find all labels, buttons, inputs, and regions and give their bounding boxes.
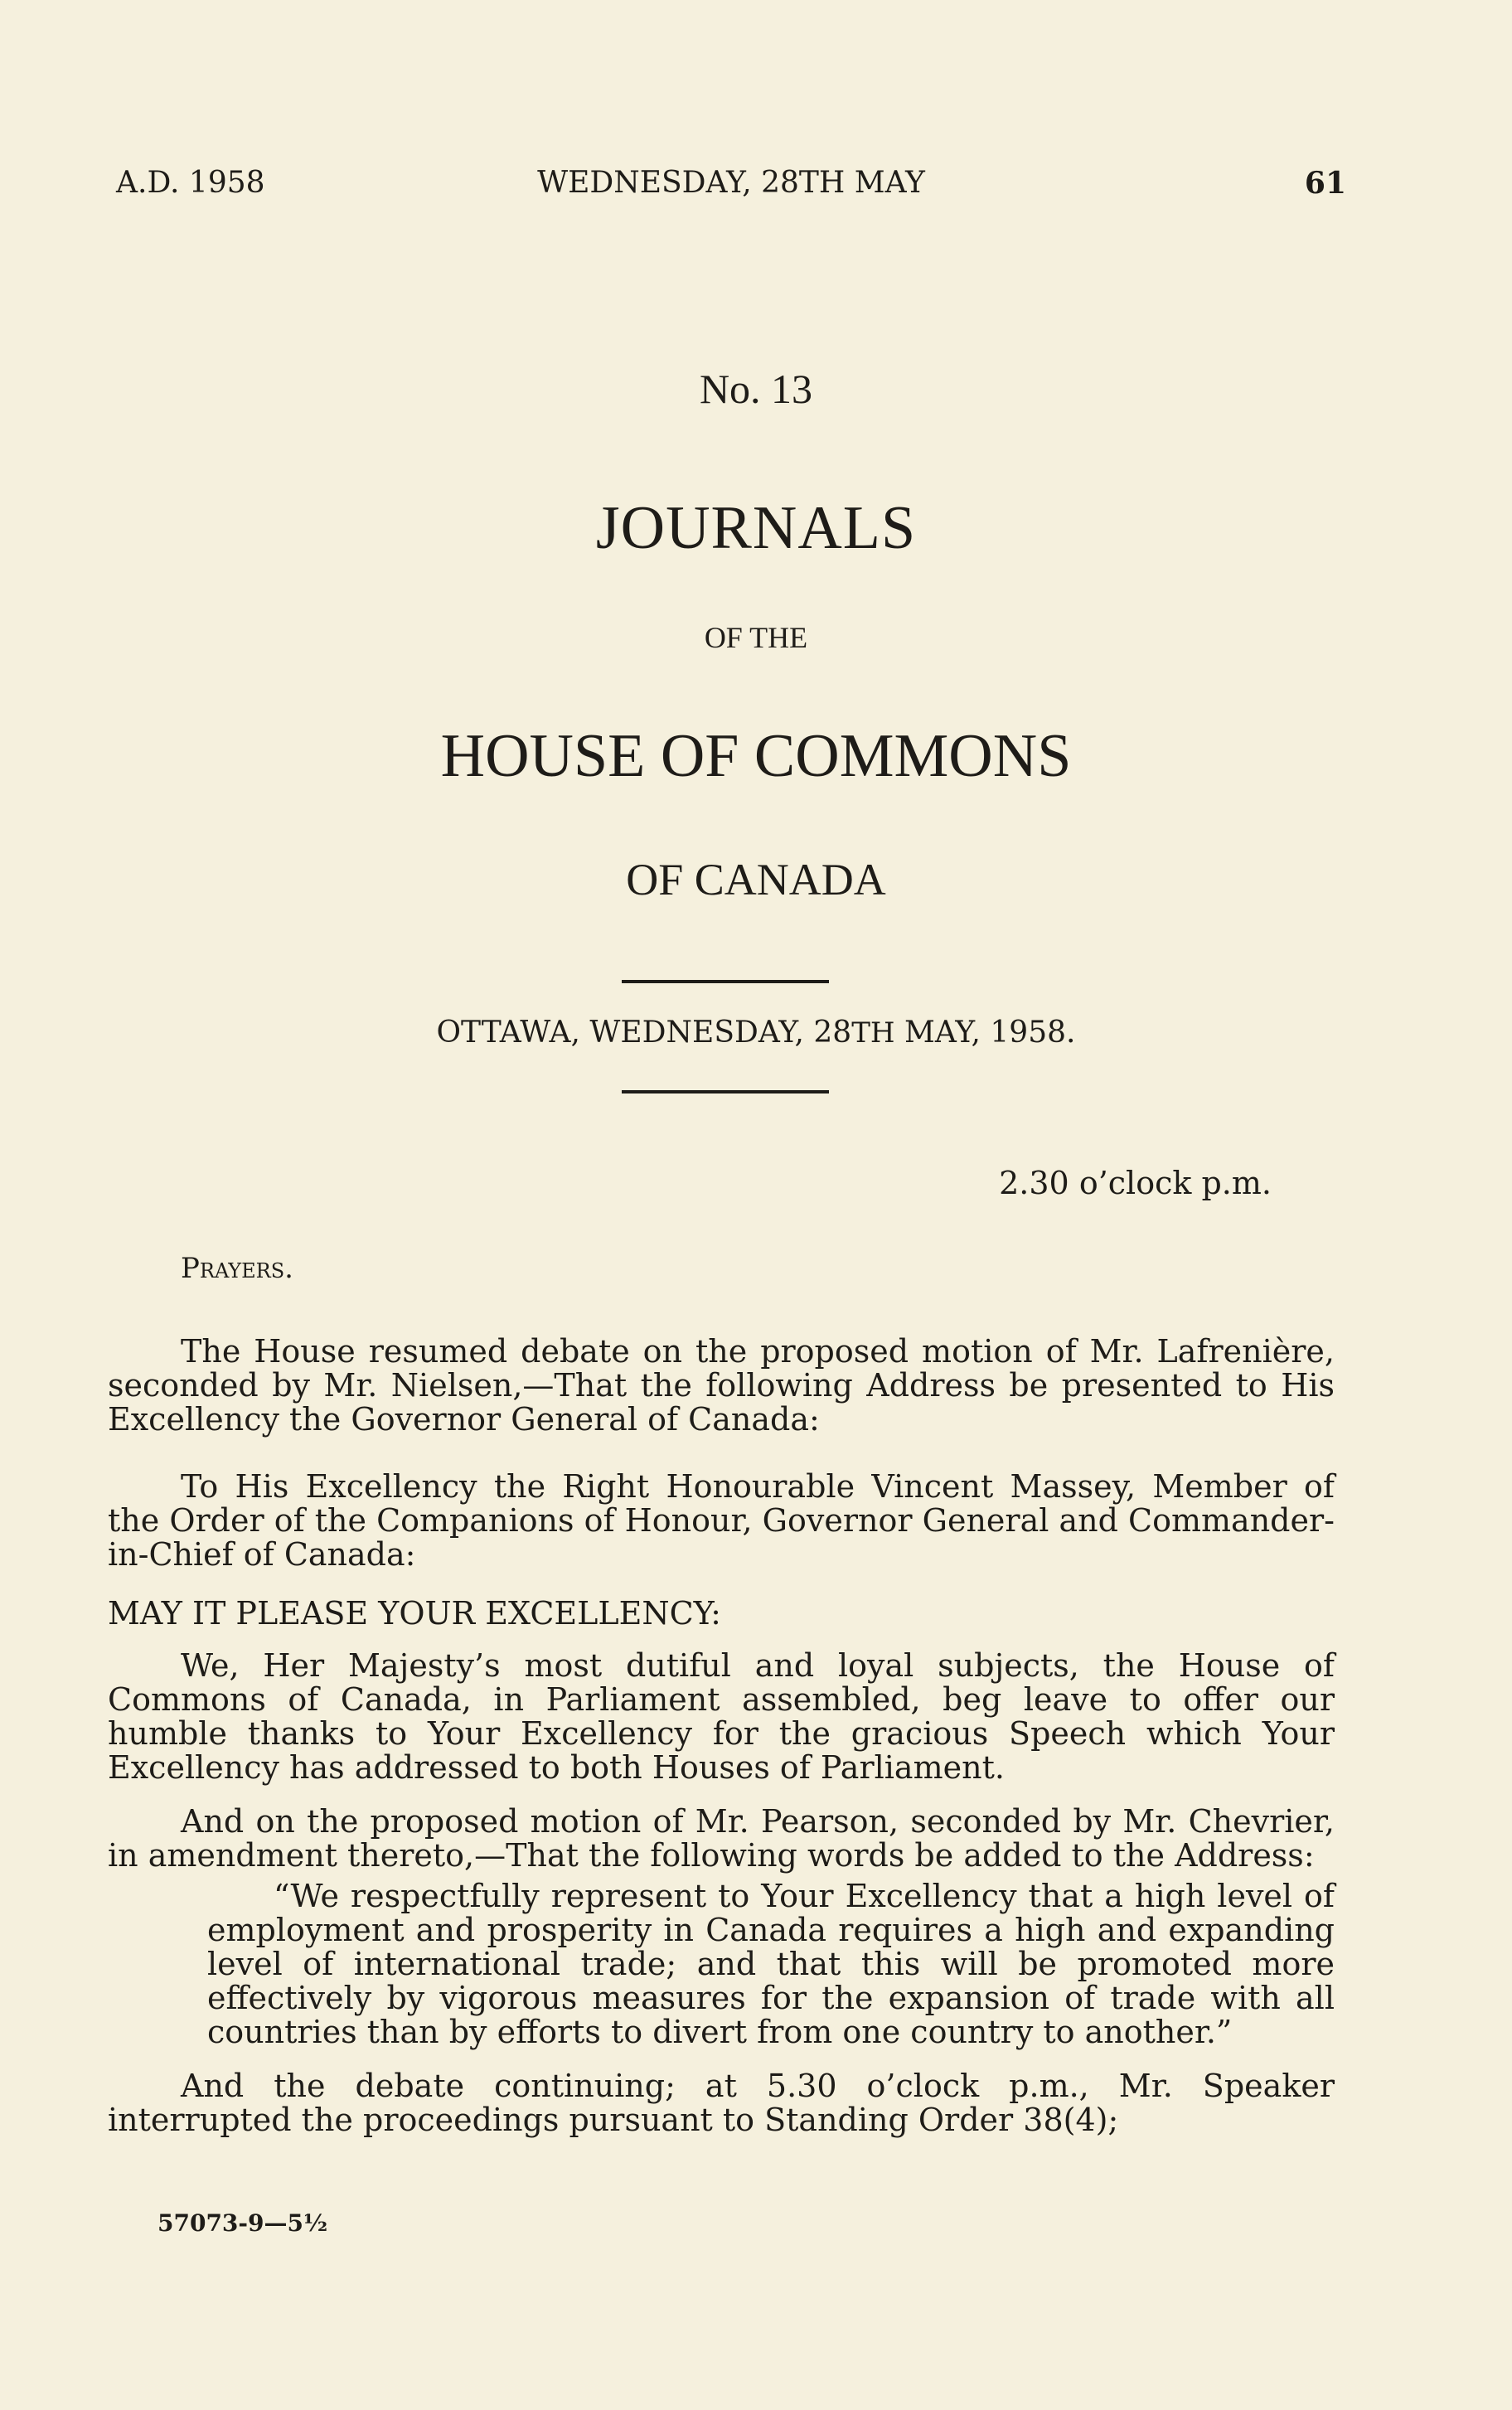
- paragraph-debate-resumed: The House resumed debate on the proposed motion of Mr. Lafrenière, seconded by Mr. Nielsen,—That the following Address be presented to His Excellency the Governor General of Canada:: [108, 1333, 1335, 1438]
- issue-number: No. 13: [699, 366, 813, 412]
- running-head: [116, 166, 1346, 207]
- dateline-part2: MAY, 1958.: [894, 1016, 1076, 1050]
- of-the-line: OF THE: [704, 621, 808, 654]
- page-number: 61: [1304, 166, 1346, 201]
- paragraph-amendment: And on the proposed motion of Mr. Pearson, seconded by Mr. Chevrier, in amendment thereto,—That the following words be added to the Address:: [108, 1803, 1335, 1874]
- amendment-quote: “We respectfully represent to Your Excellency that a high level of employment and prosperity in Canada requires a high and expanding level of international trade; and that this will be promoted more effectively by vigorous measures for the expansion of trade with all countries than by efforts to divert from one country to another.”: [207, 1878, 1335, 2050]
- house-of-commons-title: HOUSE OF COMMONS: [440, 722, 1072, 790]
- dateline: [0, 1016, 1512, 1050]
- paragraph-thanks: We, Her Majesty’s most dutiful and loyal subjects, the House of Commons of Canada, in Parliament assembled, beg leave to offer our humble thanks to Your Excellency for the gracious Speech which Your Excellency has addressed to both Houses of Parliament.: [108, 1647, 1335, 1786]
- dateline-part1: OTTAWA, WEDNESDAY, 28: [436, 1016, 852, 1050]
- printer-code: 57073-9—5½: [158, 2209, 328, 2237]
- running-head-date: WEDNESDAY, 28TH MAY: [537, 166, 925, 200]
- of-canada-line: OF CANADA: [626, 855, 886, 904]
- sitting-time: 2.30 o’clock p.m.: [999, 1165, 1272, 1201]
- running-head-year: A.D. 1958: [116, 166, 265, 200]
- dateline-ordinal: TH: [851, 1016, 895, 1050]
- salutation: MAY IT PLEASE YOUR EXCELLENCY:: [108, 1595, 721, 1632]
- paragraph-address-recipient: To His Excellency the Right Honourable Vincent Massey, Member of the Order of the Companions of Honour, Governor General and Commander-in-Chief of Canada:: [108, 1468, 1335, 1573]
- journals-title: JOURNALS: [595, 494, 917, 562]
- prayers-heading: Prayers.: [181, 1252, 293, 1285]
- divider-rule-bottom: [622, 1090, 829, 1093]
- paragraph-debate-continuing: And the debate continuing; at 5.30 o’clock p.m., Mr. Speaker interrupted the proceedings pursuant to Standing Order 38(4);: [108, 2068, 1335, 2138]
- proceedings-text: [108, 1335, 1335, 2137]
- divider-rule-top: [622, 980, 829, 983]
